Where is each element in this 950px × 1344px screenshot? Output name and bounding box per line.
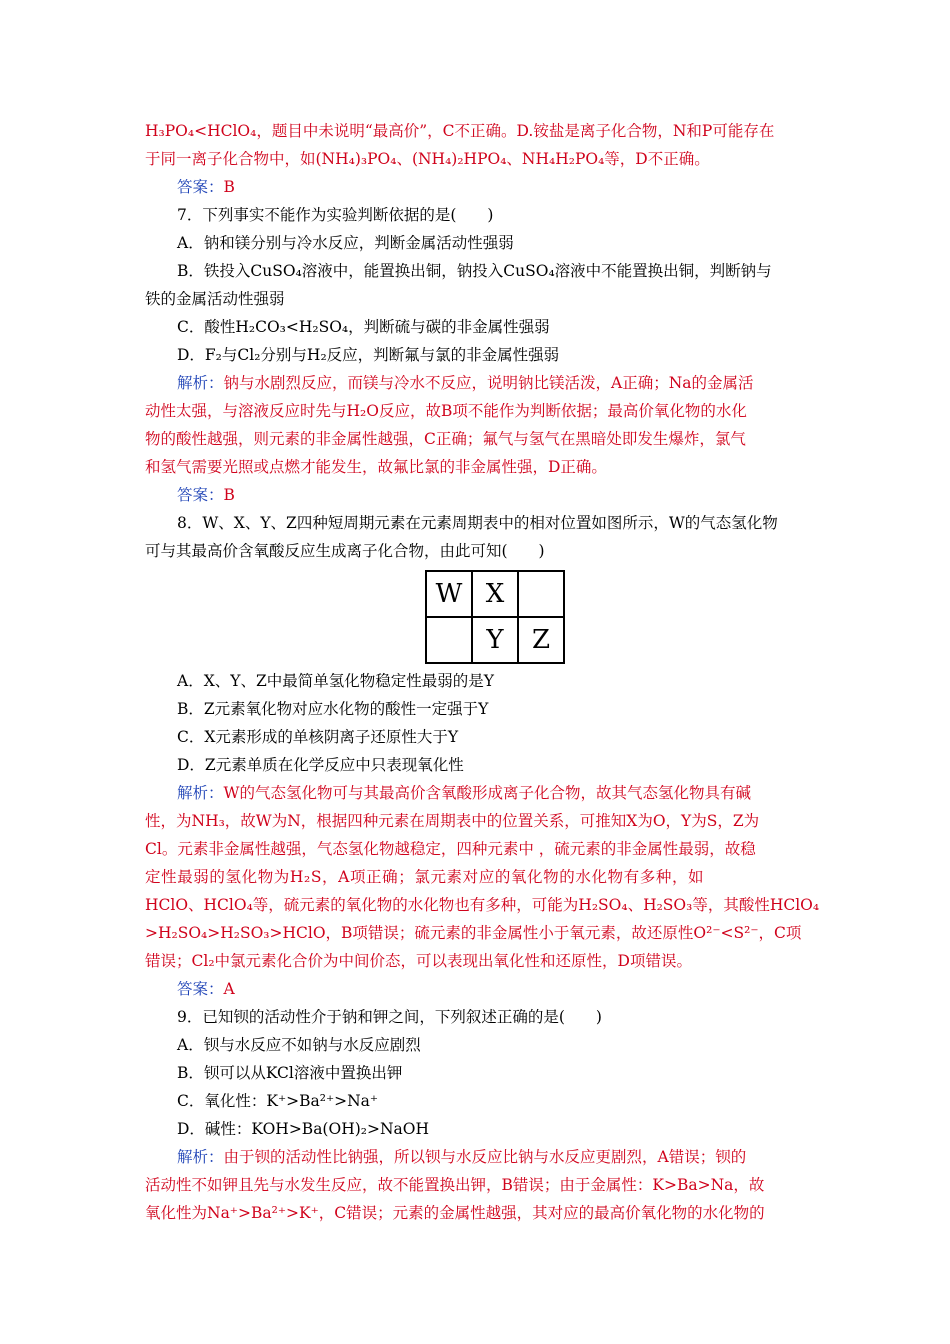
analysis-text: 由于钡的活动性比钠强，所以钡与水反应比钠与水反应更剧烈，A错误；钡的 xyxy=(223,1148,747,1166)
analysis-label: 解析： xyxy=(177,784,224,802)
analysis-label: 解析： xyxy=(177,1148,224,1166)
option-c: C．X元素形成的单核阴离子还原性大于Y xyxy=(177,728,459,746)
analysis-line: 和氢气需要光照或点燃才能发生，故氟比氯的非金属性强，D正确。 xyxy=(145,458,607,476)
answer-label: 答案： xyxy=(177,980,224,998)
option-c: C．酸性H₂CO₃<H₂SO₄，判断硫与碳的非金属性强弱 xyxy=(177,318,550,336)
option-b: B．Z元素氧化物对应水化物的酸性一定强于Y xyxy=(177,700,489,718)
analysis-line xyxy=(177,1143,810,1171)
analysis-text: 钠与水剧烈反应，而镁与冷水不反应，说明钠比镁活泼，A正确；Na的金属活 xyxy=(223,374,754,392)
option-a: A．钡与水反应不如钠与水反应剧烈 xyxy=(177,1036,421,1054)
table-cell: Y xyxy=(472,617,518,663)
answer-value: B xyxy=(223,486,235,504)
analysis-text: W的气态氢化物可与其最高价含氧酸形成离子化合物，故其气态氢化物具有碱 xyxy=(223,784,751,802)
table-cell xyxy=(426,617,472,663)
option-d: D．Z元素单质在化学反应中只表现氧化性 xyxy=(177,756,464,774)
analysis-line: Cl。元素非金属性越强，气态氢化物越稳定，四种元素中 ，硫元素的非金属性最弱，故稳 xyxy=(145,840,756,858)
analysis-line: H₃PO₄<HClO₄，题目中未说明“最高价”，C不正确。D.铵盐是离子化合物，N和P可能存在 xyxy=(145,122,775,140)
question-7: 7．下列事实不能作为实验判断依据的是( ) xyxy=(177,206,494,224)
periodic-position-table xyxy=(425,570,565,664)
analysis-line: >H₂SO₄>H₂SO₃>HClO，B项错误；硫元素的非金属性小于氧元素，故还原性O²⁻<S²⁻，C项 xyxy=(145,924,802,942)
analysis-line xyxy=(177,369,810,397)
analysis-line: 于同一离子化合物中，如(NH₄)₃PO₄、(NH₄)₂HPO₄、NH₄H₂PO₄等，D不正确。 xyxy=(145,150,710,168)
option-b: B．铁投入CuSO₄溶液中，能置换出铜，钠投入CuSO₄溶液中不能置换出铜，判断钠与 xyxy=(177,262,772,280)
table-cell: W xyxy=(426,571,472,617)
analysis-line: 错误；Cl₂中氯元素化合价为中间价态，可以表现出氧化性和还原性，D项错误。 xyxy=(145,952,692,970)
question-9: 9．已知钡的活动性介于钠和钾之间，下列叙述正确的是( ) xyxy=(177,1008,602,1026)
analysis-line: 定性最弱的氢化物为H₂S，A项正确；氯元素对应的氧化物的水化物有多种，如 xyxy=(145,868,705,886)
option-d: D．F₂与Cl₂分别与H₂反应，判断氟与氯的非金属性强弱 xyxy=(177,346,560,364)
answer-label: 答案： xyxy=(177,486,224,504)
answer-line xyxy=(177,975,810,1003)
answer-value: A xyxy=(223,980,235,998)
answer-label: 答案： xyxy=(177,178,224,196)
analysis-line: 性，为NH₃，故W为N，根据四种元素在周期表中的位置关系，可推知X为O，Y为S，Z为 xyxy=(145,812,760,830)
option-b-cont: 铁的金属活动性强弱 xyxy=(145,290,285,308)
option-b: B．钡可以从KCl溶液中置换出钾 xyxy=(177,1064,403,1082)
table-row xyxy=(426,571,564,617)
option-a: A．X、Y、Z中最简单氢化物稳定性最弱的是Y xyxy=(177,672,494,690)
option-d: D．碱性：KOH>Ba(OH)₂>NaOH xyxy=(177,1120,429,1138)
analysis-line: 活动性不如钾且先与水发生反应，故不能置换出钾，B错误；由于金属性：K>Ba>Na，故 xyxy=(145,1176,765,1194)
answer-line xyxy=(177,173,810,201)
question-8: 8．W、X、Y、Z四种短周期元素在元素周期表中的相对位置如图所示，W的气态氢化物 xyxy=(177,514,778,532)
analysis-line: 动性太强，与溶液反应时先与H₂O反应，故B项不能作为判断依据；最高价氧化物的水化 xyxy=(145,402,747,420)
answer-value: B xyxy=(223,178,235,196)
table-cell: Z xyxy=(518,617,564,663)
analysis-line xyxy=(177,779,810,807)
answer-line xyxy=(177,481,810,509)
analysis-line: HClO、HClO₄等，硫元素的氧化物的水化物也有多种，可能为H₂SO₄、H₂SO₃等，其酸性HClO₄ xyxy=(145,896,820,914)
analysis-label: 解析： xyxy=(177,374,224,392)
question-8-cont: 可与其最高价含氧酸反应生成离子化合物，由此可知( ) xyxy=(145,542,545,560)
analysis-line: 氧化性为Na⁺>Ba²⁺>K⁺，C错误；元素的金属性越强，其对应的最高价氧化物的水化物的 xyxy=(145,1204,765,1222)
table-cell: X xyxy=(472,571,518,617)
analysis-line: 物的酸性越强，则元素的非金属性越强，C正确；氟气与氢气在黑暗处即发生爆炸，氯气 xyxy=(145,430,746,448)
option-c: C．氧化性：K⁺>Ba²⁺>Na⁺ xyxy=(177,1092,379,1110)
table-cell xyxy=(518,571,564,617)
option-a: A．钠和镁分别与冷水反应，判断金属活动性强弱 xyxy=(177,234,514,252)
table-row xyxy=(426,617,564,663)
